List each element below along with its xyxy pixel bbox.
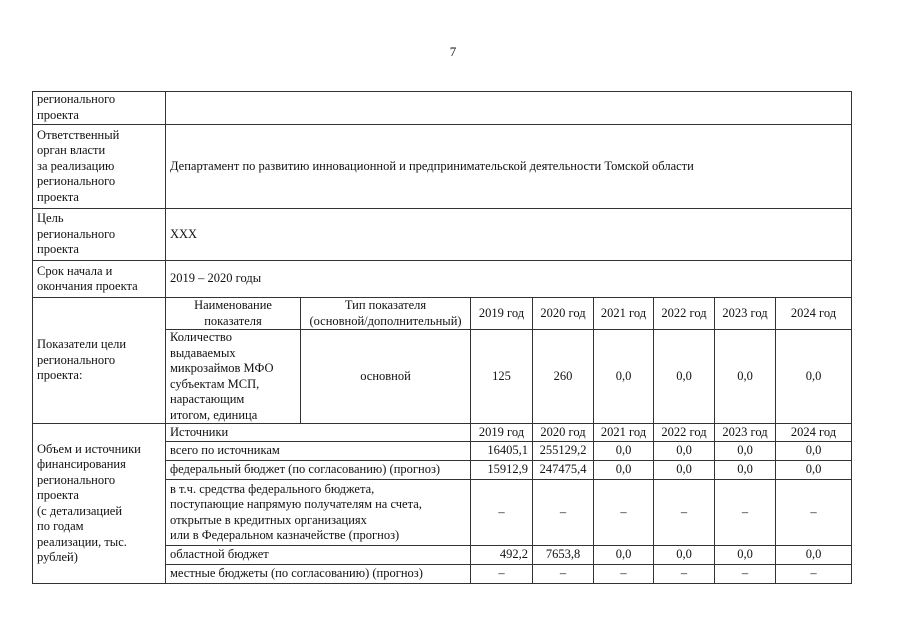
finance-year-header: 2024 год [776, 424, 852, 442]
finance-value: 15912,9 [471, 461, 533, 480]
page-number: 7 [449, 44, 457, 59]
finance-year-header: 2019 год [471, 424, 533, 442]
finance-value: 255129,2 [533, 442, 594, 461]
term-row [33, 261, 852, 298]
finance-value: – [471, 565, 533, 584]
finance-source-name: областной бюджет [166, 546, 471, 565]
indicator-year-header: 2019 год [471, 298, 533, 330]
finance-value: – [776, 480, 852, 546]
finance-source-name: всего по источникам [166, 442, 471, 461]
indicator-year-header: 2020 год [533, 298, 594, 330]
passport-table [32, 91, 852, 584]
finance-value: 0,0 [654, 461, 715, 480]
finance-source-name: в т.ч. средства федерального бюджета, поступающие напрямую получателям на счета, открытые в кредитных организациях или в Федеральном казначействе (прогноз) [166, 480, 471, 546]
finance-value: 0,0 [594, 442, 654, 461]
indicator-value: 125 [471, 330, 533, 424]
finance-year-header: 2022 год [654, 424, 715, 442]
finance-source-name: федеральный бюджет (по согласованию) (прогноз) [166, 461, 471, 480]
finance-source-name: местные бюджеты (по согласованию) (прогноз) [166, 565, 471, 584]
indicator-value: 0,0 [654, 330, 715, 424]
responsible-value: Департамент по развитию инновационной и предпринимательской деятельности Томской области [166, 125, 852, 209]
indicator-type: основной [301, 330, 471, 424]
finance-value: – [594, 480, 654, 546]
finance-value: 0,0 [594, 546, 654, 565]
term-value: 2019 – 2020 годы [166, 261, 852, 298]
indicator-value: 0,0 [594, 330, 654, 424]
finance-year-header: 2023 год [715, 424, 776, 442]
finance-value: – [715, 565, 776, 584]
indicator-year-header: 2022 год [654, 298, 715, 330]
indicator-name: Количество выдаваемых микрозаймов МФО субъектам МСП, нарастающим итогом, единица [166, 330, 301, 424]
finance-label: Объем и источники финансирования регионального проекта (с детализацией по годам реализации, тыс. рублей) [33, 424, 166, 584]
finance-value: 0,0 [594, 461, 654, 480]
curator-label: регионального проекта [33, 92, 166, 125]
indicator-value: 260 [533, 330, 594, 424]
indicator-year-header: 2023 год [715, 298, 776, 330]
finance-value: 247475,4 [533, 461, 594, 480]
indicators-header-row [33, 298, 852, 330]
finance-value: – [471, 480, 533, 546]
indicator-type-header: Тип показателя (основной/дополнительный) [301, 298, 471, 330]
goal-label: Цель регионального проекта [33, 209, 166, 261]
finance-value: – [533, 565, 594, 584]
finance-header-row [33, 424, 852, 442]
finance-value: – [776, 565, 852, 584]
indicator-year-header: 2021 год [594, 298, 654, 330]
finance-value: 0,0 [654, 442, 715, 461]
indicator-name-header: Наименование показателя [166, 298, 301, 330]
responsible-label: Ответственный орган власти за реализацию регионального проекта [33, 125, 166, 209]
finance-value: – [654, 565, 715, 584]
finance-year-header: 2021 год [594, 424, 654, 442]
finance-value: 7653,8 [533, 546, 594, 565]
finance-value: 0,0 [715, 546, 776, 565]
finance-value: 0,0 [715, 442, 776, 461]
indicators-label: Показатели цели регионального проекта: [33, 298, 166, 424]
finance-value: – [533, 480, 594, 546]
finance-value: 0,0 [776, 546, 852, 565]
finance-value: 16405,1 [471, 442, 533, 461]
finance-value: – [654, 480, 715, 546]
indicator-value: 0,0 [715, 330, 776, 424]
curator-value [166, 92, 852, 125]
indicator-year-header: 2024 год [776, 298, 852, 330]
finance-value: – [594, 565, 654, 584]
finance-sources-header: Источники [166, 424, 471, 442]
indicator-value: 0,0 [776, 330, 852, 424]
finance-value: 0,0 [715, 461, 776, 480]
finance-value: 0,0 [654, 546, 715, 565]
responsible-row [33, 125, 852, 209]
finance-value: – [715, 480, 776, 546]
finance-value: 0,0 [776, 442, 852, 461]
goal-value: ХХХ [166, 209, 852, 261]
term-label: Срок начала и окончания проекта [33, 261, 166, 298]
finance-value: 492,2 [471, 546, 533, 565]
finance-value: 0,0 [776, 461, 852, 480]
goal-row [33, 209, 852, 261]
curator-row [33, 92, 852, 125]
finance-year-header: 2020 год [533, 424, 594, 442]
